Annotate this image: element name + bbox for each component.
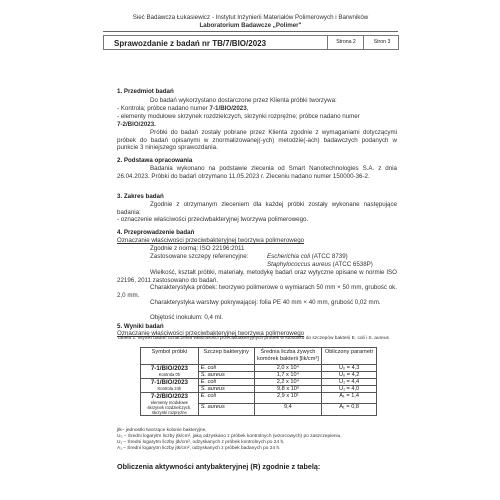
strain-cell: E. coli: [198, 378, 254, 385]
sample-cell: 7-1/BIO/2023 Kontrola 24h: [141, 378, 199, 392]
film-characteristics: Charakterystyka warstwy pokrywającej: folia PE 40 mm × 40 mm, grubość 0,02 mm.: [150, 299, 381, 306]
section-1-heading: 1. Przedmiot badań: [117, 88, 174, 95]
page-header: [103, 14, 398, 30]
sample-cell: 7-2/BIO/2023 elementy modułowe skrzynek rozdzielczych, skrzynki rozprężne: [141, 392, 199, 415]
count-cell: 2,9 x 10¹: [254, 392, 322, 404]
table-row: [141, 364, 377, 371]
table-caption: Tabela 1. Wyniki badań oznaczenia właściwości przeciwbakteryjnych próbek w stosunku do szczepów bakterii E. coli i S. aureus: [117, 336, 389, 341]
section-1-item-2: - elementy modułowe skrzynek rozdzielczych, skrzynki rozprężne; próbce nadano numer: [117, 113, 360, 120]
table-row: [141, 392, 377, 404]
strain-2: Staphylococcus aureus (ATCC 6538P): [267, 261, 373, 268]
table-note-1: jtk– jednostki tworzące kolonie bakteryjne,: [117, 428, 207, 433]
page-number: Strona 2: [327, 36, 364, 49]
section-3-paragraph: Zgodnie z otrzymanym zleceniem dla każdej próbki zostały wykonane następujące badania:: [117, 201, 397, 216]
strain-cell: S. aureus: [198, 385, 254, 392]
table-row: [141, 378, 377, 385]
col-parameter: Obliczony parametr: [322, 348, 377, 365]
results-header-row: [141, 348, 377, 365]
strain-1: Escherichia coli (ATCC 8739): [267, 253, 348, 260]
parameter-cell: U₁ = 4,0: [322, 385, 377, 392]
section-5-subheading: Oznaczanie właściwości przeciwbakteryjnej tworzywa polimerowego: [117, 330, 305, 337]
parameter-cell: A₁ = 1,4: [322, 392, 377, 404]
count-cell: 9,8 x 10³: [254, 385, 322, 392]
section-1-intro: Do badań wykorzystano dostarczone przez Klienta próbki tworzywa:: [150, 97, 337, 104]
method-norm: Zgodnie z normą: ISO 22196:2011: [150, 245, 245, 252]
strains-label: Zastosowane szczepy referencyjne:: [150, 253, 249, 260]
count-cell: 2,0 x 10⁴: [254, 364, 322, 371]
section-3-item: - oznaczenie właściwości przeciwbakteryjnej tworzywa polimerowego.: [117, 216, 309, 223]
strain-cell: S. aureus: [198, 404, 254, 416]
parameter-cell: A₁ = 0,8: [322, 404, 377, 416]
strain-cell: S. aureus: [198, 371, 254, 378]
parameter-cell: U₁ = 4,4: [322, 378, 377, 385]
report-title: Sprawozdanie z badań nr TB/7/BIO/2023: [114, 39, 267, 48]
section-4-heading: 4. Przeprowadzenie badań: [117, 229, 195, 236]
col-mean-count: Średnia liczba żywych komórek bakterii [lik/cm²]: [254, 348, 322, 365]
laboratory-name: Laboratorium Badawcze „Polimer": [199, 22, 302, 29]
parameter-cell: U₀ = 4,2: [322, 371, 377, 378]
count-cell: 9,4: [254, 404, 322, 416]
parameter-cell: U₀ = 4,3: [322, 364, 377, 371]
report-title-box: [103, 35, 399, 50]
section-5-heading: 5. Wyniki badań: [117, 323, 164, 330]
table-note-3: U₁ – Średni logarytm liczby jtk/cm², odzyskanych z próbek kontrolnych po 24 h,: [117, 440, 285, 445]
col-strain: Szczep bakteryjny: [198, 348, 254, 365]
section-1-paragraph: Próbki do badań zostały pobrane przez Klienta zgodnie z wymaganiami dotyczącymi próbek do badań opisanymi w znormalizowanej(-ych) metodzie(-ach) badawczych podanych w punkcie 3 niniejszego sprawozdania.: [117, 129, 397, 152]
sample-cell: 7-1/BIO/2023 Kontrola 0h: [141, 364, 199, 378]
section-2-heading: 2. Podstawa opracowania: [117, 157, 193, 164]
section-3-heading: 3. Zakres badań: [117, 193, 164, 200]
count-cell: 2,2 x 10⁴: [254, 378, 322, 385]
count-cell: 1,7 x 10⁴: [254, 371, 322, 378]
method-paragraph: Wielkość, kształt próbki, materiały, metodykę badań oraz wytyczne opisane w normie ISO 22196, 2011 zastosowano do badań.: [117, 269, 397, 284]
inoculum-volume: Objętość inokulum: 0,4 ml.: [150, 314, 223, 321]
institute-name: Sieć Badawcza Łukasiewicz - Instytut Inżynierii Materiałów Polimerowych i Barwników: [132, 14, 369, 21]
results-table: [140, 347, 377, 416]
col-sample-symbol: Symbol próbki: [141, 348, 199, 365]
table-note-2: U₀ – Średni logarytm liczby jtk/cm², jaką odzyskano z próbek kontrolnych (wzorcowych) po zaszczepieniu,: [117, 434, 342, 439]
section-2-paragraph: Badania wykonano na podstawie zlecenia od Smart Nanotechnologies S.A. z dnia 26.04.2023. Próbki do badań otrzymano 11.05.2023 r. Zleceniu nadano numer 150000-36-2.: [117, 165, 397, 180]
section-4-subheading: Oznaczanie właściwości przeciwbakteryjnej tworzywa polimerowego: [117, 237, 305, 244]
strain-cell: E. coli: [198, 364, 254, 371]
section-1-item-1: - Kontrola; próbce nadano numer 7-1/BIO/2023,: [117, 105, 249, 112]
sample-characteristics: Charakterystyka próbek: tworzywo polimerowe o wymiarach 50 mm × 50 mm, grubość ok. 2,0 mm.: [117, 284, 397, 299]
final-heading: Obliczenia aktywności antybakteryjnej (R) zgodnie z tabelą:: [117, 462, 321, 471]
section-1-item-2-number: 7-2/BIO/2023.: [117, 121, 156, 128]
strain-cell: E. coli: [198, 392, 254, 404]
page-count: Stron 3: [363, 36, 400, 49]
header-divider: [103, 31, 398, 32]
table-note-4: A₁ – Średni logarytm liczby jtk/cm², odzyskanych z próbek badanych po 24 h.: [117, 446, 281, 451]
